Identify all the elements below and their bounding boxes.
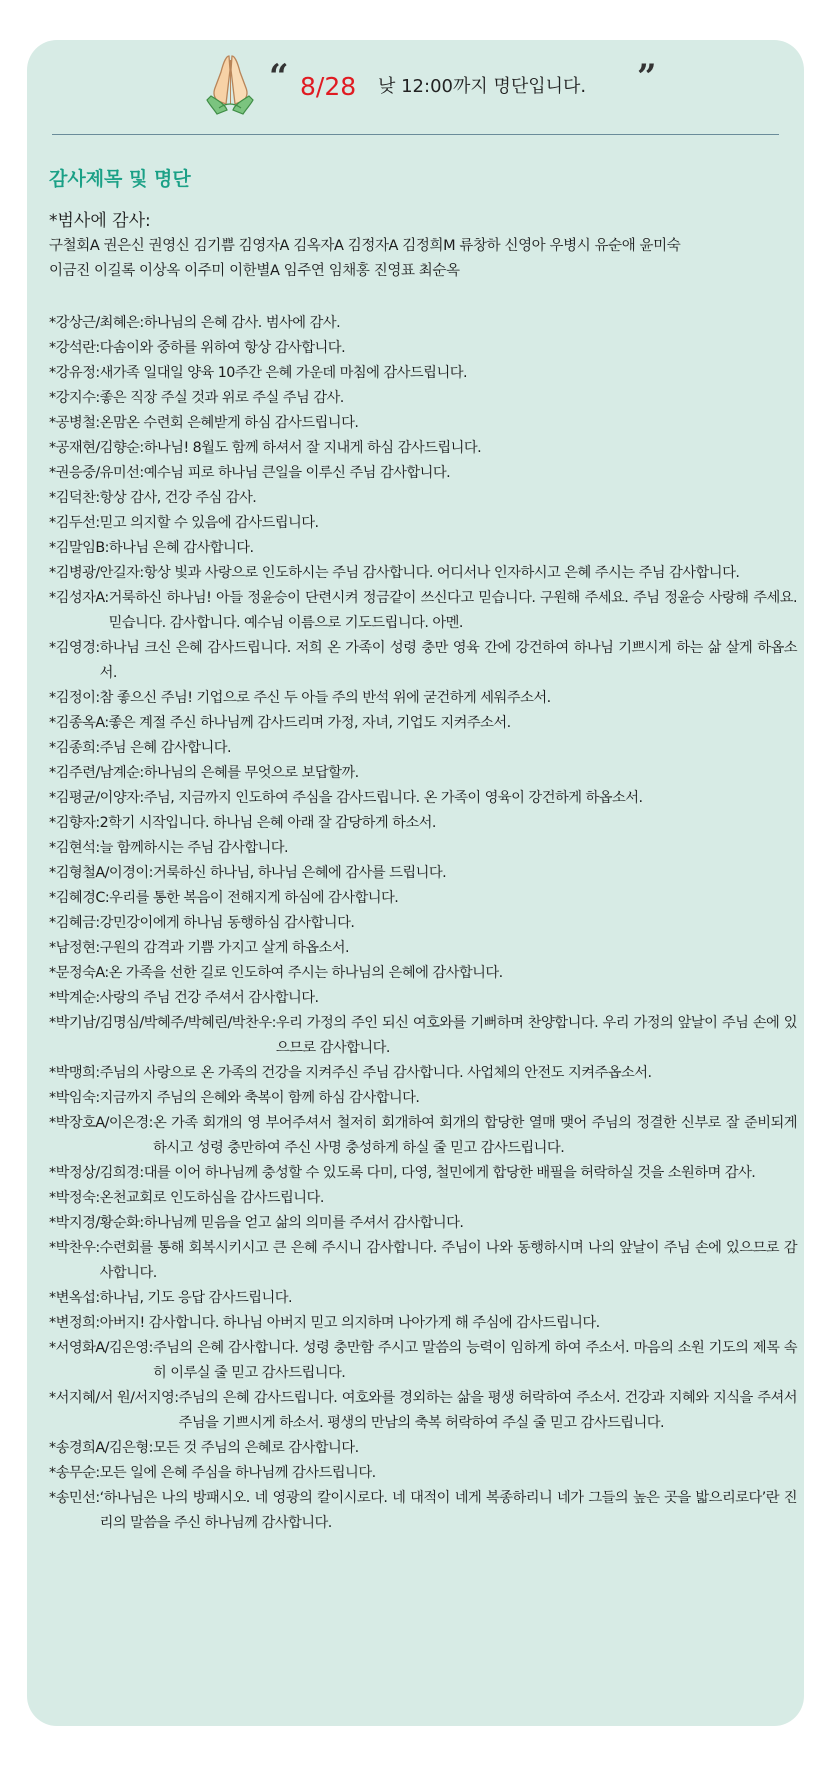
- entry-name: *송경희A/김은형:: [49, 1440, 153, 1456]
- entry-name: *김종희:: [49, 740, 100, 756]
- entry-text: 온 가족을 선한 길로 인도하여 주시는 하나님의 은혜에 감사합니다.: [108, 965, 503, 981]
- list-item: [49, 911, 797, 936]
- entry-name: *김현석:: [49, 840, 100, 856]
- names-line: 이금진 이길록 이상옥 이주미 이한별A 임주연 임채홍 진영표 최순옥: [49, 262, 460, 279]
- header: [27, 40, 804, 135]
- entry-name: *송민선:: [49, 1490, 100, 1506]
- list-item: [49, 1336, 797, 1386]
- entry-name: *박찬우:: [49, 1240, 100, 1256]
- list-item: [49, 761, 797, 786]
- entry-name: *남정현:: [49, 940, 100, 956]
- list-item: [49, 1236, 797, 1286]
- entry-text: 온맘온 수련회 은혜받게 하심 감사드립니다.: [99, 415, 359, 431]
- entry-name: *박기남/김명심/박혜주/박혜린/박찬우:: [49, 1015, 276, 1031]
- entry-text: 아버지! 감사합니다. 하나님 아버지 믿고 의지하며 나아가게 해 주심에 감사드립니다.: [99, 1315, 600, 1331]
- list-item: [49, 936, 797, 961]
- list-item: [49, 811, 797, 836]
- entry-name: *강유정:: [49, 365, 100, 381]
- entry-name: *송무순:: [49, 1465, 100, 1481]
- entry-text: 하나님의 은혜 감사. 범사에 감사.: [143, 315, 341, 331]
- entry-text: 대를 이어 하나님께 충성할 수 있도록 다미, 다영, 철민에게 합당한 배필을 허락하실 것을 소원하며 감사.: [143, 1165, 756, 1181]
- entry-name: *공병철:: [49, 415, 100, 431]
- entry-text: 주님의 은혜 감사합니다. 성령 충만함 주시고 말씀의 능력이 임하게 하여 주소서. 마음의 소원 기도의 제목 속히 이루실 줄 믿고 감사드립니다.: [152, 1340, 797, 1381]
- list-item: [49, 561, 797, 586]
- list-item: [49, 711, 797, 736]
- entry-name: *박맹희:: [49, 1065, 100, 1081]
- pastor-thanks-names: [49, 234, 797, 283]
- entry-name: *김혜금:: [49, 915, 100, 931]
- entry-name: *박정숙:: [49, 1190, 100, 1206]
- entry-name: *김두선:: [49, 515, 100, 531]
- praying-hands-icon: [199, 50, 261, 116]
- entry-name: *서영화A/김은영:: [49, 1340, 153, 1356]
- entry-text: 하나님, 기도 응답 감사드립니다.: [99, 1290, 293, 1306]
- entry-text: 구원의 감격과 기쁨 가지고 살게 하옵소서.: [99, 940, 350, 956]
- entry-text: 항상 빛과 사랑으로 인도하시는 주님 감사합니다. 어디서나 인자하시고 은혜 주시는 주님 감사합니다.: [143, 565, 740, 581]
- entry-text: 주님의 은혜 감사드립니다. 여호와를 경외하는 삶을 평생 허락하여 주소서. 건강과 지혜와 지식을 주셔서 주님을 기쁘시게 하소서. 평생의 만남의 축복 허락하여 주실 줄 믿고 감사드립니다.: [178, 1390, 797, 1431]
- deadline-notice: 낮 12:00까지 명단입니다.: [378, 76, 587, 97]
- list-item: [49, 386, 797, 411]
- entry-text: 수련회를 통해 회복시키시고 큰 은혜 주시니 감사합니다. 주님이 나와 동행하시며 나의 앞날이 주님 손에 있으므로 감사합니다.: [99, 1240, 797, 1281]
- entry-name: *김영경:: [49, 640, 100, 656]
- entry-name: *박장호A/이은경:: [49, 1115, 153, 1131]
- list-item: [49, 986, 797, 1011]
- open-quote: “: [269, 57, 289, 97]
- entry-name: *김혜경C:: [49, 890, 110, 906]
- entry-text: 항상 감사, 건강 주심 감사.: [99, 490, 257, 506]
- entry-name: *김성자A:: [49, 590, 109, 606]
- list-item: [49, 1186, 797, 1211]
- list-item: [49, 1436, 797, 1461]
- list-item: [49, 536, 797, 561]
- entry-name: *공재현/김향순:: [49, 440, 144, 456]
- list-item: [49, 1161, 797, 1186]
- list-item: [49, 786, 797, 811]
- list-item: [49, 436, 797, 461]
- entries-list: [49, 311, 797, 1536]
- close-quote: ”: [637, 57, 657, 97]
- entry-name: *강상근/최혜은:: [49, 315, 144, 331]
- entry-text: 늘 함께하시는 주님 감사합니다.: [99, 840, 289, 856]
- list-item: [49, 361, 797, 386]
- entry-text: 하나님 은혜 감사합니다.: [108, 540, 254, 556]
- list-item: [49, 1286, 797, 1311]
- entry-name: *김종옥A:: [49, 715, 109, 731]
- list-item: [49, 311, 797, 336]
- entry-name: *문정숙A:: [49, 965, 109, 981]
- list-item: [49, 1386, 797, 1436]
- entry-text: 모든 일에 은혜 주심을 하나님께 감사드립니다.: [99, 1465, 376, 1481]
- entry-text: 주님, 지금까지 인도하여 주심을 감사드립니다. 온 가족이 영육이 강건하게 하옵소서.: [143, 790, 643, 806]
- entry-text: 새가족 일대일 양육 10주간 은혜 가운데 마침에 감사드립니다.: [99, 365, 467, 381]
- entry-text: 우리를 통한 복음이 전해지게 하심에 감사합니다.: [109, 890, 399, 906]
- entry-name: *강석란:: [49, 340, 100, 356]
- entry-text: 온천교회로 인도하심을 감사드립니다.: [99, 1190, 324, 1206]
- entry-name: *변옥섭:: [49, 1290, 100, 1306]
- entry-text: 모든 것 주님의 은혜로 감사합니다.: [152, 1440, 359, 1456]
- entry-text: 강민강이에게 하나님 동행하심 감사합니다.: [99, 915, 355, 931]
- header-divider: [52, 134, 779, 135]
- entry-name: *박지경/황순화:: [49, 1215, 144, 1231]
- entry-text: 거룩하신 하나님, 하나님 은혜에 감사를 드립니다.: [152, 865, 447, 881]
- entry-name: *김주련/남계순:: [49, 765, 144, 781]
- list-item: [49, 1211, 797, 1236]
- entry-name: *박임숙:: [49, 1090, 100, 1106]
- list-item: [49, 836, 797, 861]
- entry-name: *강지수:: [49, 390, 100, 406]
- list-item: [49, 886, 797, 911]
- list-item: [49, 586, 797, 636]
- entry-text: 온 가족 회개의 영 부어주셔서 철저히 회개하여 회개의 합당한 열매 맺어 주님의 정결한 신부로 잘 준비되게 하시고 성령 충만하여 주신 사명 충성하게 하실 줄 믿고 감사드립니다.: [152, 1115, 797, 1156]
- entry-text: 좋은 직장 주실 것과 위로 주실 주님 감사.: [99, 390, 344, 406]
- thanks-list: [49, 208, 797, 1536]
- entry-text: 하나님께 믿음을 얻고 삶의 의미를 주셔서 감사합니다.: [143, 1215, 464, 1231]
- list-item: [49, 511, 797, 536]
- entry-name: *김정이:: [49, 690, 100, 706]
- entry-text: 예수님 피로 하나님 큰일을 이루신 주님 감사합니다.: [143, 465, 451, 481]
- entry-name: *김형철A/이경이:: [49, 865, 153, 881]
- entry-text: 2학기 시작입니다. 하나님 은혜 아래 잘 감당하게 하소서.: [99, 815, 436, 831]
- entry-name: *김말임B:: [49, 540, 109, 556]
- entry-text: 하나님의 은혜를 무엇으로 보답할까.: [143, 765, 359, 781]
- list-item: [49, 411, 797, 436]
- entry-text: ‘하나님은 나의 방패시오. 네 영광의 칼이시로다. 네 대적이 네게 복종하리니 네가 그들의 높은 곳을 밟으리로다’란 진리의 말씀을 주신 하나님께 감사합니다.: [99, 1490, 797, 1531]
- entry-text: 믿고 의지할 수 있음에 감사드립니다.: [99, 515, 319, 531]
- deadline-date: 8/28: [300, 72, 357, 101]
- list-item: [49, 736, 797, 761]
- names-line: 구철회A 권은신 권영신 김기쁨 김영자A 김옥자A 김정자A 김정희M 류창하 신영아 우병시 유순애 윤미숙: [49, 238, 681, 254]
- entry-name: *김병광/안길자:: [49, 565, 144, 581]
- list-item: [49, 1011, 797, 1061]
- list-item: [49, 336, 797, 361]
- list-item: [49, 461, 797, 486]
- list-item: [49, 686, 797, 711]
- list-item: [49, 1111, 797, 1161]
- list-item: [49, 1461, 797, 1486]
- entry-text: 하나님 크신 은혜 감사드립니다. 저희 온 가족이 성령 충만 영육 간에 강건하여 하나님 기쁘시게 하는 삶 살게 하옵소서.: [99, 640, 797, 681]
- list-item: [49, 1486, 797, 1536]
- entry-name: *서지혜/서 원/서지영:: [49, 1390, 179, 1406]
- list-item: [49, 486, 797, 511]
- entry-text: 주님의 사랑으로 온 가족의 건강을 지켜주신 주님 감사합니다. 사업체의 안전도 지켜주옵소서.: [99, 1065, 652, 1081]
- entry-name: *권응중/유미선:: [49, 465, 144, 481]
- entry-name: *박계순:: [49, 990, 100, 1006]
- pastor-thanks-title: *범사에 감사:: [49, 211, 151, 231]
- entry-name: *김향자:: [49, 815, 100, 831]
- entry-text: 주님 은혜 감사합니다.: [99, 740, 231, 756]
- entry-text: 좋은 계절 주신 하나님께 감사드리며 가정, 자녀, 기업도 지켜주소서.: [108, 715, 511, 731]
- entry-name: *김덕찬:: [49, 490, 100, 506]
- entry-text: 다솜이와 중하를 위하여 항상 감사합니다.: [99, 340, 346, 356]
- entry-text: 사랑의 주님 건강 주셔서 감사합니다.: [99, 990, 319, 1006]
- list-item: [49, 636, 797, 686]
- entry-text: 참 좋으신 주님! 기업으로 주신 두 아들 주의 반석 위에 굳건하게 세워주소서.: [99, 690, 551, 706]
- entry-text: 지금까지 주님의 은혜와 축복이 함께 하심 감사합니다.: [99, 1090, 420, 1106]
- list-item: [49, 1311, 797, 1336]
- entry-text: 하나님! 8월도 함께 하셔서 잘 지내게 하심 감사드립니다.: [143, 440, 482, 456]
- list-item: [49, 1086, 797, 1111]
- entry-text: 거룩하신 하나님! 아들 정윤승이 단련시켜 정금같이 쓰신다고 믿습니다. 구원해 주세요. 주님 정윤승 사랑해 주세요. 믿습니다. 감사합니다. 예수님 이름으로 기도드립니다. 아멘.: [108, 590, 797, 631]
- entry-name: *김평균/이양자:: [49, 790, 144, 806]
- spacer: [49, 283, 797, 311]
- section-title: 감사제목 및 명단: [49, 168, 191, 190]
- prayer-list-card: [27, 40, 804, 1726]
- entry-name: *변정희:: [49, 1315, 100, 1331]
- list-item: [49, 861, 797, 886]
- entry-text: 우리 가정의 주인 되신 여호와를 기뻐하며 찬양합니다. 우리 가정의 앞날이 주님 손에 있으므로 감사합니다.: [275, 1015, 797, 1056]
- list-item: [49, 1061, 797, 1086]
- list-item: [49, 961, 797, 986]
- entry-name: *박정상/김희경:: [49, 1165, 144, 1181]
